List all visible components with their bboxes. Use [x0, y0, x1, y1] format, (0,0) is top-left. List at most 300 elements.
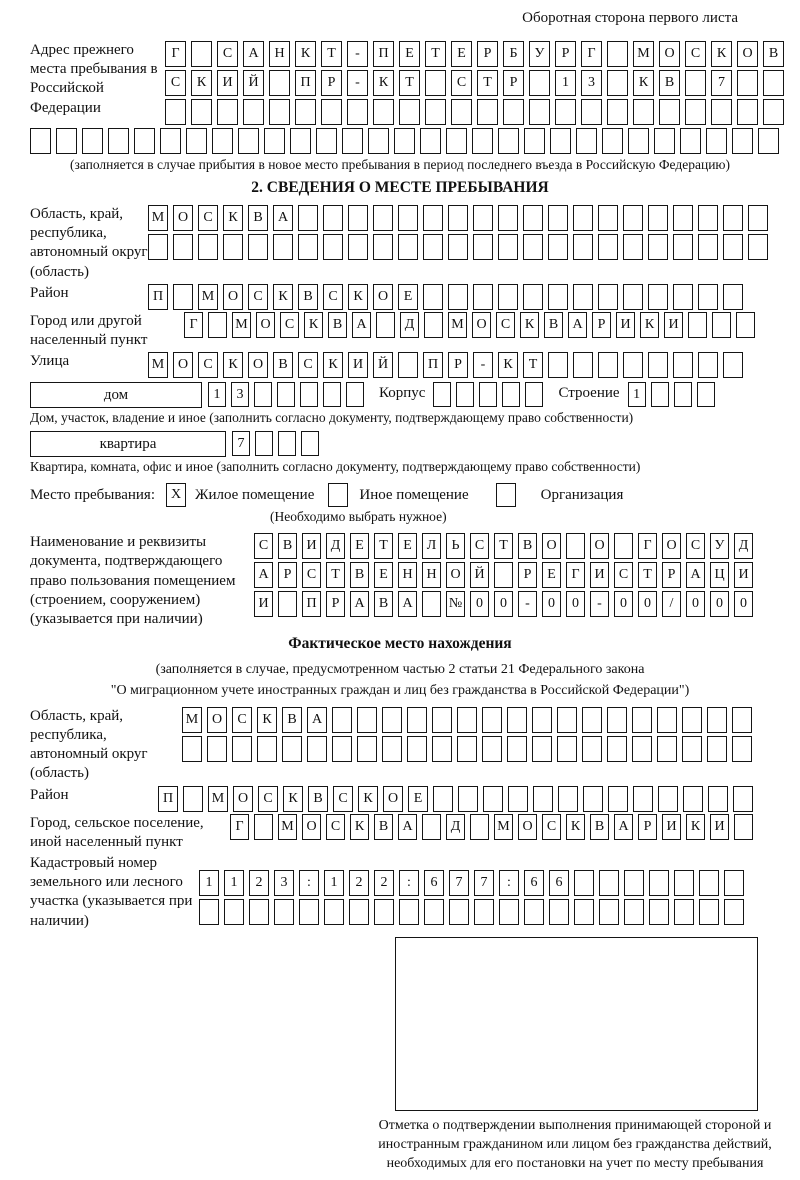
char-box [574, 899, 594, 925]
char-box [648, 284, 668, 310]
city-row [184, 312, 760, 338]
char-box [342, 128, 363, 154]
char-box [398, 352, 418, 378]
char-box: И [662, 814, 681, 840]
char-box [249, 899, 269, 925]
char-box: Р [321, 70, 342, 96]
char-box [657, 736, 677, 762]
char-box [698, 205, 718, 231]
cadastre-row-2 [199, 899, 749, 925]
char-box: 3 [274, 870, 294, 896]
char-box [457, 736, 477, 762]
char-box: 2 [349, 870, 369, 896]
char-box [582, 707, 602, 733]
char-box: П [302, 591, 321, 617]
char-box: И [710, 814, 729, 840]
char-box: А [243, 41, 264, 67]
char-box [708, 786, 728, 812]
char-box [420, 128, 441, 154]
char-box [483, 786, 503, 812]
char-box [654, 128, 675, 154]
char-box [732, 707, 752, 733]
char-box [498, 128, 519, 154]
char-box [549, 899, 569, 925]
char-box [532, 736, 552, 762]
actual-city-row [230, 814, 758, 840]
cadastre-field [30, 854, 800, 931]
char-box [624, 870, 644, 896]
char-box [290, 128, 311, 154]
char-box: Д [734, 533, 753, 559]
char-box: В [282, 707, 302, 733]
confirmation-stamp-box [395, 937, 758, 1111]
char-box: О [223, 284, 243, 310]
char-box: Ь [446, 533, 465, 559]
char-box: С [280, 312, 299, 338]
char-box [707, 707, 727, 733]
char-box: 7 [232, 431, 250, 456]
option-organization-label: Организация [540, 486, 624, 503]
char-box [674, 899, 694, 925]
actual-city-label: Город, сельское поселение, иной населенный пункт [30, 814, 204, 850]
char-box [550, 128, 571, 154]
char-box: К [498, 352, 518, 378]
char-box: О [662, 533, 681, 559]
char-box: Т [374, 533, 393, 559]
char-box [148, 234, 168, 260]
char-box [165, 99, 186, 125]
stay-type-note: (Необходимо выбрать нужное) [270, 509, 447, 525]
house-number-cells [208, 382, 369, 407]
char-box [191, 99, 212, 125]
char-box [573, 234, 593, 260]
char-box [458, 786, 478, 812]
char-box: И [664, 312, 683, 338]
char-box: В [590, 814, 609, 840]
char-box: Е [398, 284, 418, 310]
char-box: : [499, 870, 519, 896]
char-box [607, 70, 628, 96]
char-box: О [233, 786, 253, 812]
char-box [382, 707, 402, 733]
option-residential-label: Жилое помещение [195, 486, 315, 503]
char-box: С [685, 41, 706, 67]
char-box: Г [184, 312, 203, 338]
char-box [269, 99, 290, 125]
char-box: П [373, 41, 394, 67]
char-box: Р [592, 312, 611, 338]
house-row [30, 382, 800, 408]
char-box: В [248, 205, 268, 231]
char-box: 1 [324, 870, 344, 896]
char-box [548, 234, 568, 260]
char-box [316, 128, 337, 154]
char-box [321, 99, 342, 125]
char-box: М [148, 205, 168, 231]
char-box [323, 234, 343, 260]
char-box: Т [425, 41, 446, 67]
char-box: К [358, 786, 378, 812]
char-box [548, 352, 568, 378]
char-box: С [323, 284, 343, 310]
char-box [598, 234, 618, 260]
char-box: В [308, 786, 328, 812]
char-box [614, 533, 633, 559]
char-box [346, 382, 364, 407]
char-box: Е [408, 786, 428, 812]
actual-district-field [30, 786, 800, 812]
char-box: А [614, 814, 633, 840]
actual-location-note-1: (заполняется в случае, предусмотренном частью 2 статьи 21 Федерального закона [155, 662, 645, 678]
char-box [633, 99, 654, 125]
char-box: К [283, 786, 303, 812]
char-box [425, 99, 446, 125]
char-box [548, 284, 568, 310]
char-box: Т [399, 70, 420, 96]
char-box [332, 736, 352, 762]
char-box: 1 [199, 870, 219, 896]
char-box [223, 234, 243, 260]
char-box [448, 234, 468, 260]
char-box [724, 899, 744, 925]
char-box [238, 128, 259, 154]
char-box [456, 382, 474, 407]
char-box: С [470, 533, 489, 559]
actual-region-field [30, 707, 800, 784]
char-box [368, 128, 389, 154]
char-box [473, 205, 493, 231]
char-box [446, 128, 467, 154]
prev-address-row-1 [165, 41, 789, 67]
char-box: 2 [374, 870, 394, 896]
actual-location-title: Фактическое место нахождения [288, 635, 512, 653]
char-box: К [520, 312, 539, 338]
confirmation-stamp-note: Отметка о подтверждении выполнения принимающей стороной и иностранным гражданином или лицом без гражданства действий, необходимых для его постановки на учет по месту пребывания [378, 1117, 772, 1171]
char-box: О [659, 41, 680, 67]
char-box [173, 284, 193, 310]
char-box: - [590, 591, 609, 617]
char-box: К [348, 284, 368, 310]
char-box: 6 [424, 870, 444, 896]
char-box [254, 814, 273, 840]
document-row-3 [254, 591, 758, 617]
char-box [198, 234, 218, 260]
char-box [432, 736, 452, 762]
char-box: И [734, 562, 753, 588]
char-box [682, 707, 702, 733]
char-box: Т [477, 70, 498, 96]
char-box: Р [503, 70, 524, 96]
char-box [685, 70, 706, 96]
stroenie-label: Строение [558, 385, 620, 402]
char-box [479, 382, 497, 407]
char-box [277, 382, 295, 407]
char-box [207, 736, 227, 762]
char-box: К [373, 70, 394, 96]
char-box [56, 128, 77, 154]
char-box: : [399, 870, 419, 896]
char-box [623, 205, 643, 231]
char-box: С [451, 70, 472, 96]
char-box: Г [638, 533, 657, 559]
char-box [273, 234, 293, 260]
char-box: 7 [449, 870, 469, 896]
char-box [301, 431, 319, 456]
prev-address-row-3 [165, 99, 789, 125]
char-box: В [763, 41, 784, 67]
char-box [573, 352, 593, 378]
prev-address-row-2 [165, 70, 789, 96]
actual-region-grid [182, 707, 757, 765]
char-box: М [448, 312, 467, 338]
char-box [307, 736, 327, 762]
char-box [748, 234, 768, 260]
actual-location-note-2: "О миграционном учете иностранных граждан и лиц без гражданства в Российской Федерации") [110, 682, 690, 698]
char-box [648, 234, 668, 260]
char-box [523, 284, 543, 310]
char-box: К [323, 352, 343, 378]
char-box [324, 899, 344, 925]
char-box: К [257, 707, 277, 733]
char-box [448, 205, 468, 231]
char-box [632, 707, 652, 733]
char-box: О [590, 533, 609, 559]
char-box [624, 899, 644, 925]
char-box: О [737, 41, 758, 67]
char-box [573, 205, 593, 231]
actual-region-label: Область, край, республика, автономный округ (область) [30, 707, 148, 782]
char-box [524, 128, 545, 154]
char-box [707, 736, 727, 762]
char-box [628, 128, 649, 154]
char-box [548, 205, 568, 231]
char-box: 1 [628, 382, 646, 407]
char-box [173, 234, 193, 260]
char-box: В [298, 284, 318, 310]
char-box [470, 814, 489, 840]
char-box: К [633, 70, 654, 96]
char-box: 6 [524, 870, 544, 896]
char-box: Т [326, 562, 345, 588]
char-box [422, 591, 441, 617]
char-box: О [256, 312, 275, 338]
char-box [649, 899, 669, 925]
char-box [208, 312, 227, 338]
char-box: К [640, 312, 659, 338]
char-box: П [295, 70, 316, 96]
char-box [736, 312, 755, 338]
char-box [255, 431, 273, 456]
char-box: 0 [638, 591, 657, 617]
district-row [148, 284, 748, 310]
char-box [598, 205, 618, 231]
cadastre-label: Кадастровый номер земельного или лесного участка (указывается при наличии) [30, 854, 193, 929]
char-box: С [165, 70, 186, 96]
char-box [432, 707, 452, 733]
char-box [398, 234, 418, 260]
checkbox-other-premise [328, 483, 348, 507]
char-box: О [173, 352, 193, 378]
char-box: Т [494, 533, 513, 559]
char-box: А [686, 562, 705, 588]
char-box: И [217, 70, 238, 96]
char-box: 1 [208, 382, 226, 407]
char-box: Т [523, 352, 543, 378]
char-box: С [198, 352, 218, 378]
char-box: Г [230, 814, 249, 840]
char-box: У [710, 533, 729, 559]
char-box: К [711, 41, 732, 67]
char-box [494, 562, 513, 588]
char-box: Е [399, 41, 420, 67]
char-box [323, 205, 343, 231]
char-box: : [299, 870, 319, 896]
char-box: Т [638, 562, 657, 588]
char-box: Й [373, 352, 393, 378]
char-box: О [383, 786, 403, 812]
char-box: К [223, 205, 243, 231]
char-box [160, 128, 181, 154]
char-box: А [398, 591, 417, 617]
char-box [633, 786, 653, 812]
char-box [724, 870, 744, 896]
char-box: М [232, 312, 251, 338]
char-box [183, 786, 203, 812]
char-box [473, 234, 493, 260]
char-box [706, 128, 727, 154]
char-box: / [662, 591, 681, 617]
char-box: В [518, 533, 537, 559]
char-box: С [614, 562, 633, 588]
char-box: 2 [249, 870, 269, 896]
char-box: Е [350, 533, 369, 559]
char-box: К [295, 41, 316, 67]
char-box [217, 99, 238, 125]
char-box [399, 899, 419, 925]
actual-district-row [158, 786, 758, 812]
char-box [482, 736, 502, 762]
char-box: О [173, 205, 193, 231]
char-box [474, 899, 494, 925]
char-box [623, 352, 643, 378]
char-box: Ц [710, 562, 729, 588]
street-field [30, 352, 800, 378]
char-box: О [373, 284, 393, 310]
char-box: Д [326, 533, 345, 559]
actual-region-row-2 [182, 736, 757, 762]
actual-city-field [30, 814, 800, 852]
char-box [507, 707, 527, 733]
char-box: В [544, 312, 563, 338]
char-box [332, 707, 352, 733]
char-box: 3 [231, 382, 249, 407]
char-box: М [494, 814, 513, 840]
document-row-1 [254, 533, 758, 559]
stroenie-cells [628, 382, 720, 407]
char-box [598, 284, 618, 310]
char-box: Р [555, 41, 576, 67]
char-box [449, 899, 469, 925]
char-box [699, 899, 719, 925]
char-box [299, 899, 319, 925]
checkbox-residential: X [166, 483, 186, 507]
char-box: Г [566, 562, 585, 588]
char-box [737, 99, 758, 125]
char-box [508, 786, 528, 812]
char-box [574, 870, 594, 896]
char-box [658, 786, 678, 812]
char-box [697, 382, 715, 407]
char-box [498, 284, 518, 310]
document-label: Наименование и реквизиты документа, подтверждающего право пользования помещением (строением, сооружением) (указывается при наличии) [30, 534, 236, 627]
char-box [199, 899, 219, 925]
char-box [424, 899, 444, 925]
char-box: 1 [224, 870, 244, 896]
char-box [482, 707, 502, 733]
char-box: № [446, 591, 465, 617]
char-box: К [304, 312, 323, 338]
char-box [254, 382, 272, 407]
char-box: М [633, 41, 654, 67]
char-box [698, 234, 718, 260]
char-box [734, 814, 753, 840]
char-box: М [278, 814, 297, 840]
char-box: С [496, 312, 515, 338]
apartment-type-box: квартира [30, 431, 226, 457]
char-box [648, 205, 668, 231]
char-box [433, 786, 453, 812]
char-box: И [616, 312, 635, 338]
char-box [503, 99, 524, 125]
page-side-title: Оборотная сторона первого листа [522, 10, 738, 26]
char-box: 0 [470, 591, 489, 617]
char-box [295, 99, 316, 125]
char-box [243, 99, 264, 125]
char-box [323, 382, 341, 407]
char-box [573, 284, 593, 310]
char-box: А [352, 312, 371, 338]
char-box [473, 284, 493, 310]
char-box: Е [542, 562, 561, 588]
char-box: И [254, 591, 273, 617]
char-box: А [254, 562, 273, 588]
char-box [278, 591, 297, 617]
cadastre-grid [199, 854, 749, 928]
char-box [398, 205, 418, 231]
char-box [248, 234, 268, 260]
korpus-label: Корпус [379, 385, 426, 402]
char-box: М [208, 786, 228, 812]
char-box: К [686, 814, 705, 840]
char-box: Т [321, 41, 342, 67]
char-box [623, 284, 643, 310]
char-box [499, 899, 519, 925]
char-box: Г [581, 41, 602, 67]
char-box [300, 382, 318, 407]
char-box [347, 99, 368, 125]
char-box [698, 284, 718, 310]
char-box [698, 352, 718, 378]
char-box: 7 [711, 70, 732, 96]
char-box: О [542, 533, 561, 559]
char-box: - [473, 352, 493, 378]
char-box: М [198, 284, 218, 310]
char-box: Н [422, 562, 441, 588]
char-box [399, 99, 420, 125]
char-box [581, 99, 602, 125]
char-box [659, 99, 680, 125]
char-box [298, 205, 318, 231]
